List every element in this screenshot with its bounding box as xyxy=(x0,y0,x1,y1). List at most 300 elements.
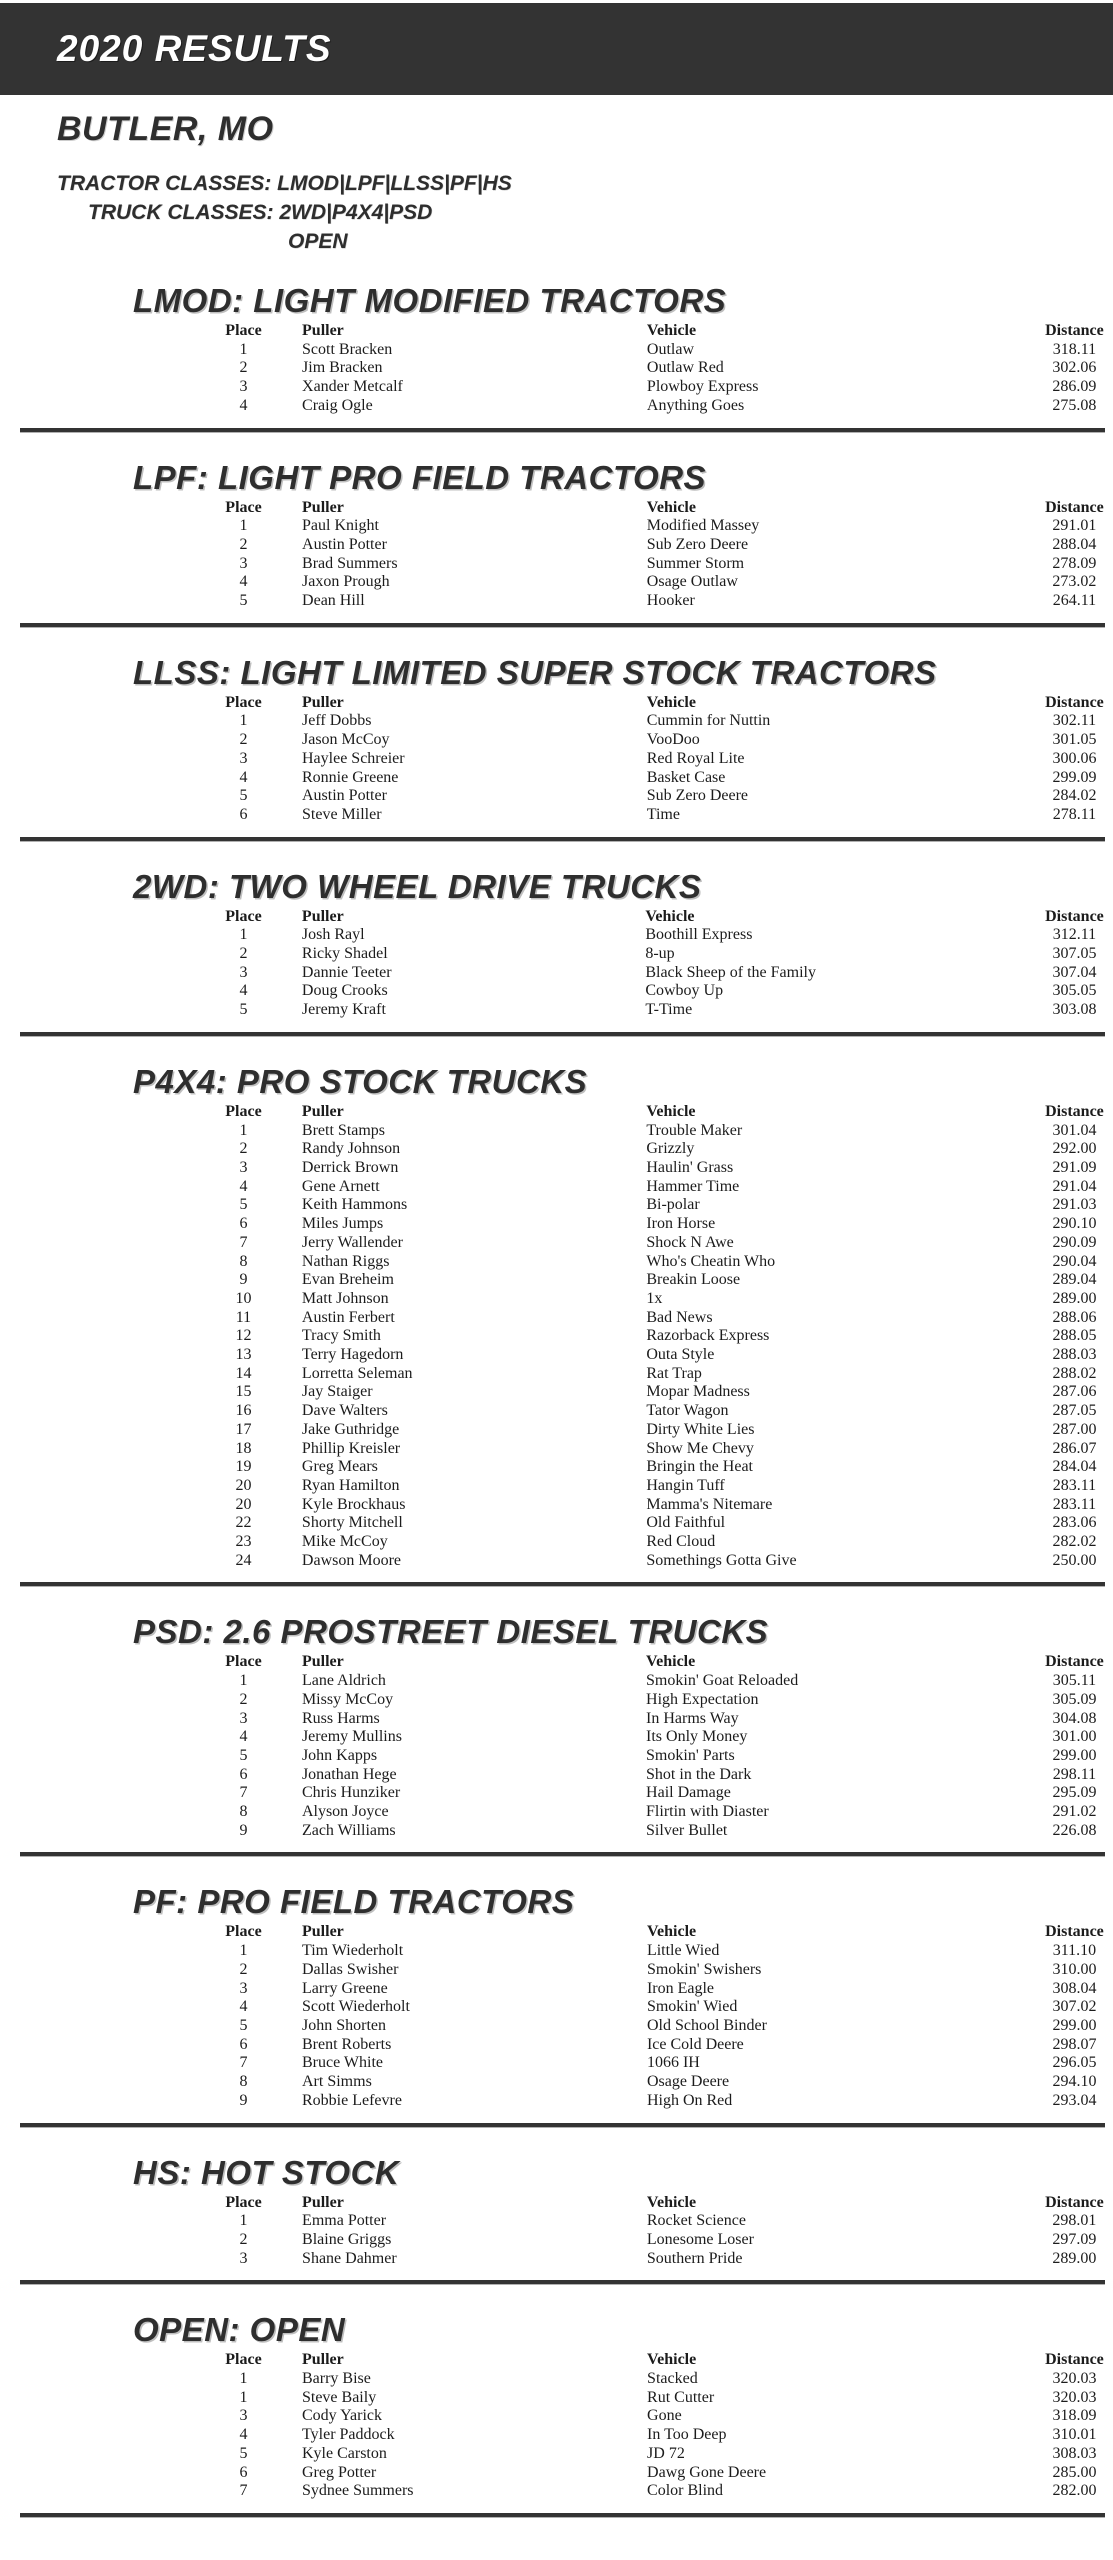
distance-cell: 287.05 xyxy=(1052,1402,1097,1420)
section-divider xyxy=(20,2280,1105,2285)
distance-cell: 305.05 xyxy=(1052,982,1097,1000)
place-cell: 4 xyxy=(239,396,248,414)
vehicle-cell: Show Me Chevy xyxy=(646,1439,754,1457)
place-cell: 9 xyxy=(239,2091,248,2109)
puller-cell: Haylee Schreier xyxy=(302,749,405,767)
vehicle-cell: Osage Outlaw xyxy=(646,573,738,591)
puller-cell: Scott Wiederholt xyxy=(302,1998,410,2016)
puller-column-header: Puller xyxy=(301,2351,344,2369)
distance-cell: 286.07 xyxy=(1052,1439,1097,1457)
puller-cell: Terry Hagedorn xyxy=(301,1346,404,1364)
puller-cell: Lane Aldrich xyxy=(301,1672,386,1690)
place-cell: 1 xyxy=(239,2370,248,2388)
table-row xyxy=(215,341,1113,360)
results-table xyxy=(215,1923,1113,2110)
table-row xyxy=(215,1961,1113,1980)
vehicle-cell: Smokin' Wied xyxy=(646,1998,738,2016)
table-row xyxy=(215,769,1113,788)
place-cell: 16 xyxy=(235,1402,252,1420)
table-row xyxy=(215,1710,1113,1729)
tractor-classes-line: TRACTOR CLASSES: LMOD|LPF|LLSS|PF|HS xyxy=(57,172,512,195)
result-section xyxy=(0,1062,1113,1588)
results-table xyxy=(215,1103,1113,1571)
distance-cell: 282.02 xyxy=(1052,1533,1097,1551)
vehicle-cell: Cowboy Up xyxy=(645,982,724,1000)
place-cell: 5 xyxy=(239,1746,248,1764)
puller-cell: Phillip Kreisler xyxy=(301,1439,401,1457)
table-row xyxy=(215,517,1113,536)
puller-cell: Emma Potter xyxy=(302,2212,387,2230)
distance-cell: 289.04 xyxy=(1052,1271,1097,1289)
distance-cell: 289.00 xyxy=(1052,2249,1097,2267)
distance-cell: 250.00 xyxy=(1052,1551,1097,1569)
distance-cell: 283.11 xyxy=(1052,1476,1097,1494)
results-table xyxy=(215,499,1113,611)
results-table xyxy=(215,1653,1113,1840)
section-divider xyxy=(20,1852,1105,1857)
vehicle-cell: VooDoo xyxy=(646,731,700,749)
puller-cell: Cody Yarick xyxy=(301,2407,382,2425)
table-row xyxy=(215,2231,1113,2250)
puller-cell: Nathan Riggs xyxy=(301,1252,390,1270)
vehicle-cell: High On Red xyxy=(646,2091,733,2109)
place-cell: 1 xyxy=(239,2212,248,2230)
vehicle-cell: Shot in the Dark xyxy=(646,1765,752,1783)
place-cell: 4 xyxy=(239,1177,248,1195)
table-row xyxy=(215,2054,1113,2073)
puller-cell: Barry Bise xyxy=(301,2370,371,2388)
vehicle-cell: Tator Wagon xyxy=(646,1402,729,1420)
results-table xyxy=(215,322,1113,416)
distance-cell: 305.11 xyxy=(1052,1672,1097,1690)
distance-cell: 301.04 xyxy=(1052,1121,1097,1139)
puller-cell: Dave Walters xyxy=(301,1402,388,1420)
vehicle-cell: Red Cloud xyxy=(646,1533,716,1551)
table-row xyxy=(215,1822,1113,1841)
puller-cell: Jay Staiger xyxy=(301,1383,373,1401)
vehicle-cell: Bi-polar xyxy=(646,1196,700,1214)
table-row xyxy=(215,1747,1113,1766)
puller-cell: Jason McCoy xyxy=(302,731,390,749)
vehicle-cell: Sub Zero Deere xyxy=(646,787,749,805)
vehicle-cell: Color Blind xyxy=(647,2482,724,2500)
puller-cell: Jake Guthridge xyxy=(301,1420,400,1438)
puller-cell: Dean Hill xyxy=(302,592,365,610)
table-header-row xyxy=(215,1653,1113,1672)
table-row xyxy=(215,1383,1113,1402)
place-cell: 12 xyxy=(235,1327,252,1345)
vehicle-cell: Smokin' Goat Reloaded xyxy=(646,1672,799,1690)
results-table xyxy=(215,2194,1113,2269)
puller-column-header: Puller xyxy=(302,2193,344,2211)
table-row xyxy=(215,1496,1113,1515)
table-row xyxy=(215,2445,1113,2464)
table-row xyxy=(215,1365,1113,1384)
place-cell: 1 xyxy=(239,1121,248,1139)
distance-cell: 298.11 xyxy=(1052,1765,1097,1783)
puller-cell: Ryan Hamilton xyxy=(301,1476,400,1494)
vehicle-cell: 8-up xyxy=(645,945,675,963)
place-cell: 4 xyxy=(239,2426,248,2444)
vehicle-cell: Who's Cheatin Who xyxy=(646,1252,776,1270)
open-class-line: OPEN xyxy=(288,230,348,253)
puller-cell: Randy Johnson xyxy=(301,1140,401,1158)
page-title: 2020 RESULTS xyxy=(57,28,332,69)
distance-column-header: Distance xyxy=(1045,498,1104,516)
table-row xyxy=(215,1290,1113,1309)
distance-cell: 289.00 xyxy=(1052,1289,1097,1307)
puller-cell: Jim Bracken xyxy=(302,359,383,377)
table-row xyxy=(215,2073,1113,2092)
vehicle-cell: Flirtin with Diaster xyxy=(646,1803,769,1821)
vehicle-cell: Breakin Loose xyxy=(646,1271,741,1289)
distance-cell: 291.09 xyxy=(1052,1158,1097,1176)
place-cell: 1 xyxy=(239,1672,248,1690)
puller-cell: Brent Roberts xyxy=(302,2035,392,2053)
vehicle-column-header: Vehicle xyxy=(647,2351,697,2369)
place-cell: 8 xyxy=(239,1252,248,1270)
vehicle-cell: Red Royal Lite xyxy=(646,749,745,767)
vehicle-cell: Little Wied xyxy=(646,1942,720,1960)
section-title: PSD: 2.6 PROSTREET DIESEL TRUCKS xyxy=(133,1613,769,1651)
section-divider xyxy=(20,2513,1105,2518)
table-row xyxy=(215,359,1113,378)
puller-cell: Jeremy Kraft xyxy=(301,1001,386,1019)
puller-cell: Steve Miller xyxy=(302,805,382,823)
distance-cell: 308.03 xyxy=(1052,2444,1097,2462)
place-cell: 6 xyxy=(239,2035,248,2053)
section-divider xyxy=(20,1582,1105,1587)
vehicle-cell: High Expectation xyxy=(646,1690,759,1708)
place-cell: 5 xyxy=(239,1001,248,1019)
vehicle-cell: Smokin' Parts xyxy=(646,1746,735,1764)
section-title: P4X4: PRO STOCK TRUCKS xyxy=(133,1062,588,1100)
puller-cell: Larry Greene xyxy=(302,1979,388,1997)
vehicle-cell: Mamma's Nitemare xyxy=(646,1495,773,1513)
section-divider xyxy=(20,2123,1105,2128)
place-cell: 10 xyxy=(235,1289,252,1307)
table-row xyxy=(215,1728,1113,1747)
vehicle-cell: Razorback Express xyxy=(646,1327,770,1345)
place-column-header: Place xyxy=(225,498,262,516)
place-cell: 2 xyxy=(239,1960,248,1978)
puller-cell: Steve Baily xyxy=(301,2388,377,2406)
distance-cell: 302.06 xyxy=(1052,359,1097,377)
table-row xyxy=(215,1514,1113,1533)
results-sections xyxy=(0,284,1113,2518)
place-cell: 1 xyxy=(239,1942,248,1960)
puller-cell: Derrick Brown xyxy=(301,1158,399,1176)
distance-cell: 293.04 xyxy=(1052,2091,1097,2109)
place-cell: 1 xyxy=(239,340,248,358)
place-cell: 20 xyxy=(235,1495,252,1513)
place-cell: 3 xyxy=(239,1979,248,1997)
place-cell: 2 xyxy=(239,359,248,377)
place-cell: 1 xyxy=(239,2388,248,2406)
vehicle-cell: Osage Deere xyxy=(646,2073,730,2091)
place-column-header: Place xyxy=(225,1102,262,1120)
section-title: PF: PRO FIELD TRACTORS xyxy=(133,1883,575,1921)
vehicle-cell: Iron Eagle xyxy=(646,1979,715,1997)
location-heading: BUTLER, MO xyxy=(57,110,274,148)
place-cell: 4 xyxy=(239,768,248,786)
distance-cell: 291.02 xyxy=(1052,1803,1097,1821)
puller-cell: Tracy Smith xyxy=(301,1327,381,1345)
table-row xyxy=(215,1766,1113,1785)
distance-cell: 295.09 xyxy=(1052,1784,1097,1802)
vehicle-cell: Rat Trap xyxy=(646,1364,702,1382)
table-row xyxy=(215,1178,1113,1197)
vehicle-column-header: Vehicle xyxy=(646,693,696,711)
table-header-row xyxy=(215,1923,1113,1942)
place-cell: 4 xyxy=(239,1998,248,2016)
place-cell: 7 xyxy=(239,2054,248,2072)
place-cell: 5 xyxy=(239,787,248,805)
vehicle-column-header: Vehicle xyxy=(646,1653,696,1671)
distance-cell: 294.10 xyxy=(1052,2073,1097,2091)
puller-cell: Xander Metcalf xyxy=(302,378,403,396)
vehicle-cell: Time xyxy=(646,805,680,823)
vehicle-cell: Plowboy Express xyxy=(646,378,759,396)
vehicle-cell: Smokin' Swishers xyxy=(646,1960,762,1978)
results-table xyxy=(215,694,1113,825)
vehicle-cell: Its Only Money xyxy=(646,1728,748,1746)
puller-cell: Zach Williams xyxy=(301,1821,396,1839)
table-row xyxy=(215,2464,1113,2483)
vehicle-cell: Southern Pride xyxy=(646,2249,743,2267)
table-row xyxy=(215,536,1113,555)
distance-cell: 290.10 xyxy=(1052,1215,1097,1233)
puller-cell: Brett Stamps xyxy=(301,1121,386,1139)
puller-column-header: Puller xyxy=(301,1653,344,1671)
puller-cell: Shane Dahmer xyxy=(302,2249,397,2267)
table-row xyxy=(215,1458,1113,1477)
table-row xyxy=(215,945,1113,964)
place-cell: 3 xyxy=(239,554,248,572)
table-row xyxy=(215,1440,1113,1459)
place-cell: 7 xyxy=(239,1784,248,1802)
table-row xyxy=(215,1253,1113,1272)
puller-cell: Austin Ferbert xyxy=(301,1308,395,1326)
puller-cell: Kyle Brockhaus xyxy=(301,1495,406,1513)
section-title: 2WD: TWO WHEEL DRIVE TRUCKS xyxy=(133,867,702,905)
distance-cell: 311.10 xyxy=(1052,1942,1097,1960)
place-cell: 1 xyxy=(239,926,248,944)
vehicle-cell: Old Faithful xyxy=(646,1514,726,1532)
vehicle-cell: Outlaw xyxy=(646,340,695,358)
puller-cell: Chris Hunziker xyxy=(301,1784,401,1802)
distance-cell: 287.06 xyxy=(1052,1383,1097,1401)
place-cell: 7 xyxy=(239,1233,248,1251)
place-cell: 11 xyxy=(235,1308,252,1326)
table-header-row xyxy=(215,322,1113,341)
distance-cell: 303.08 xyxy=(1052,1001,1097,1019)
puller-cell: Jerry Wallender xyxy=(301,1233,403,1251)
distance-cell: 291.01 xyxy=(1052,517,1097,535)
distance-cell: 290.09 xyxy=(1052,1233,1097,1251)
puller-column-header: Puller xyxy=(302,1923,344,1941)
vehicle-cell: Dawg Gone Deere xyxy=(647,2463,767,2481)
distance-column-header: Distance xyxy=(1045,1102,1104,1120)
table-row xyxy=(215,2036,1113,2055)
table-header-row xyxy=(215,908,1113,927)
place-cell: 3 xyxy=(239,1709,248,1727)
puller-cell: John Kapps xyxy=(301,1746,378,1764)
place-cell: 15 xyxy=(235,1383,252,1401)
puller-cell: Blaine Griggs xyxy=(302,2230,392,2248)
table-row xyxy=(215,1477,1113,1496)
place-cell: 13 xyxy=(235,1346,252,1364)
place-cell: 5 xyxy=(239,1196,248,1214)
place-column-header: Place xyxy=(225,693,262,711)
table-row xyxy=(215,1001,1113,1020)
vehicle-cell: Modified Massey xyxy=(646,517,760,535)
result-section xyxy=(0,2153,1113,2286)
distance-column-header: Distance xyxy=(1045,1923,1104,1941)
puller-cell: Missy McCoy xyxy=(301,1690,394,1708)
distance-cell: 278.09 xyxy=(1052,554,1097,572)
puller-cell: Doug Crooks xyxy=(301,982,388,1000)
distance-cell: 288.02 xyxy=(1052,1364,1097,1382)
distance-column-header: Distance xyxy=(1045,322,1104,339)
distance-cell: 288.04 xyxy=(1052,535,1097,553)
table-row xyxy=(215,1346,1113,1365)
vehicle-cell: In Too Deep xyxy=(647,2426,727,2444)
result-section xyxy=(0,867,1113,1037)
vehicle-cell: Rut Cutter xyxy=(647,2388,715,2406)
puller-cell: Austin Potter xyxy=(302,787,387,805)
vehicle-cell: Hammer Time xyxy=(646,1177,740,1195)
place-cell: 2 xyxy=(239,2230,248,2248)
table-row xyxy=(215,1784,1113,1803)
puller-cell: Jonathan Hege xyxy=(301,1765,397,1783)
result-section xyxy=(0,1885,1113,2127)
distance-cell: 288.05 xyxy=(1052,1327,1097,1345)
table-row xyxy=(215,731,1113,750)
puller-cell: Dannie Teeter xyxy=(301,963,392,981)
place-cell: 5 xyxy=(239,2017,248,2034)
vehicle-cell: Dirty White Lies xyxy=(646,1420,755,1438)
distance-cell: 284.04 xyxy=(1052,1458,1097,1476)
vehicle-cell: Somethings Gotta Give xyxy=(646,1551,797,1569)
distance-cell: 302.11 xyxy=(1052,712,1097,730)
vehicle-cell: Silver Bullet xyxy=(646,1821,728,1839)
vehicle-cell: Stacked xyxy=(647,2370,698,2388)
result-section xyxy=(0,2313,1113,2518)
place-column-header: Place xyxy=(225,2193,262,2211)
distance-cell: 310.00 xyxy=(1052,1960,1097,1978)
vehicle-cell: Iron Horse xyxy=(646,1215,716,1233)
place-cell: 2 xyxy=(239,1140,248,1158)
table-header-row xyxy=(215,499,1113,518)
vehicle-cell: Cummin for Nuttin xyxy=(646,712,771,730)
place-cell: 5 xyxy=(239,592,248,610)
vehicle-cell: Gone xyxy=(647,2407,682,2425)
distance-cell: 264.11 xyxy=(1052,592,1097,610)
distance-cell: 290.04 xyxy=(1052,1252,1097,1270)
puller-cell: Keith Hammons xyxy=(301,1196,408,1214)
distance-cell: 291.03 xyxy=(1052,1196,1097,1214)
vehicle-cell: Mopar Madness xyxy=(646,1383,750,1401)
puller-cell: Austin Potter xyxy=(302,535,387,553)
distance-cell: 283.06 xyxy=(1052,1514,1097,1532)
puller-cell: Robbie Lefevre xyxy=(302,2091,402,2109)
puller-cell: John Shorten xyxy=(302,2017,386,2034)
puller-cell: Russ Harms xyxy=(301,1709,380,1727)
distance-cell: 297.09 xyxy=(1052,2230,1097,2248)
table-row xyxy=(215,1196,1113,1215)
place-cell: 3 xyxy=(239,749,248,767)
distance-cell: 299.00 xyxy=(1052,2017,1097,2034)
distance-cell: 307.04 xyxy=(1052,963,1097,981)
table-row xyxy=(215,806,1113,825)
table-row xyxy=(215,1691,1113,1710)
distance-cell: 292.00 xyxy=(1052,1140,1097,1158)
place-cell: 2 xyxy=(239,731,248,749)
table-row xyxy=(215,1327,1113,1346)
place-cell: 6 xyxy=(239,1215,248,1233)
place-cell: 7 xyxy=(239,2482,248,2500)
vehicle-cell: Summer Storm xyxy=(646,554,745,572)
distance-cell: 275.08 xyxy=(1052,396,1097,414)
distance-cell: 288.03 xyxy=(1052,1346,1097,1364)
vehicle-cell: Lonesome Loser xyxy=(646,2230,754,2248)
table-row xyxy=(215,1980,1113,1999)
place-cell: 9 xyxy=(239,1271,248,1289)
table-row xyxy=(215,2017,1113,2036)
table-row xyxy=(215,378,1113,397)
vehicle-cell: In Harms Way xyxy=(646,1709,739,1727)
header-bar xyxy=(0,3,1113,95)
distance-cell: 298.07 xyxy=(1052,2035,1097,2053)
place-column-header: Place xyxy=(225,322,262,339)
puller-column-header: Puller xyxy=(301,1102,344,1120)
puller-cell: Mike McCoy xyxy=(301,1533,388,1551)
section-divider xyxy=(20,1032,1105,1037)
distance-column-header: Distance xyxy=(1045,2351,1104,2369)
place-cell: 6 xyxy=(239,805,248,823)
table-row xyxy=(215,1552,1113,1571)
puller-cell: Josh Rayl xyxy=(301,926,365,944)
puller-cell: Dallas Swisher xyxy=(302,1960,399,1978)
vehicle-cell: Hangin Tuff xyxy=(646,1476,725,1494)
puller-cell: Paul Knight xyxy=(302,517,379,535)
table-row xyxy=(215,1672,1113,1691)
place-cell: 5 xyxy=(239,2444,248,2462)
puller-cell: Scott Bracken xyxy=(302,340,393,358)
distance-cell: 308.04 xyxy=(1052,1979,1097,1997)
table-row xyxy=(215,1998,1113,2017)
puller-cell: Dawson Moore xyxy=(301,1551,402,1569)
table-row xyxy=(215,1140,1113,1159)
distance-column-header: Distance xyxy=(1045,2193,1104,2211)
place-cell: 2 xyxy=(239,535,248,553)
puller-column-header: Puller xyxy=(302,498,344,516)
puller-cell: Shorty Mitchell xyxy=(301,1514,403,1532)
vehicle-column-header: Vehicle xyxy=(646,498,696,516)
vehicle-cell: Ice Cold Deere xyxy=(646,2035,744,2053)
place-cell: 18 xyxy=(235,1439,252,1457)
puller-column-header: Puller xyxy=(302,693,344,711)
table-row xyxy=(215,1402,1113,1421)
table-row xyxy=(215,982,1113,1001)
section-title: HS: HOT STOCK xyxy=(133,2153,400,2191)
table-row xyxy=(215,397,1113,416)
distance-cell: 305.09 xyxy=(1052,1690,1097,1708)
distance-cell: 283.11 xyxy=(1052,1495,1097,1513)
table-row xyxy=(215,555,1113,574)
table-row xyxy=(215,2212,1113,2231)
